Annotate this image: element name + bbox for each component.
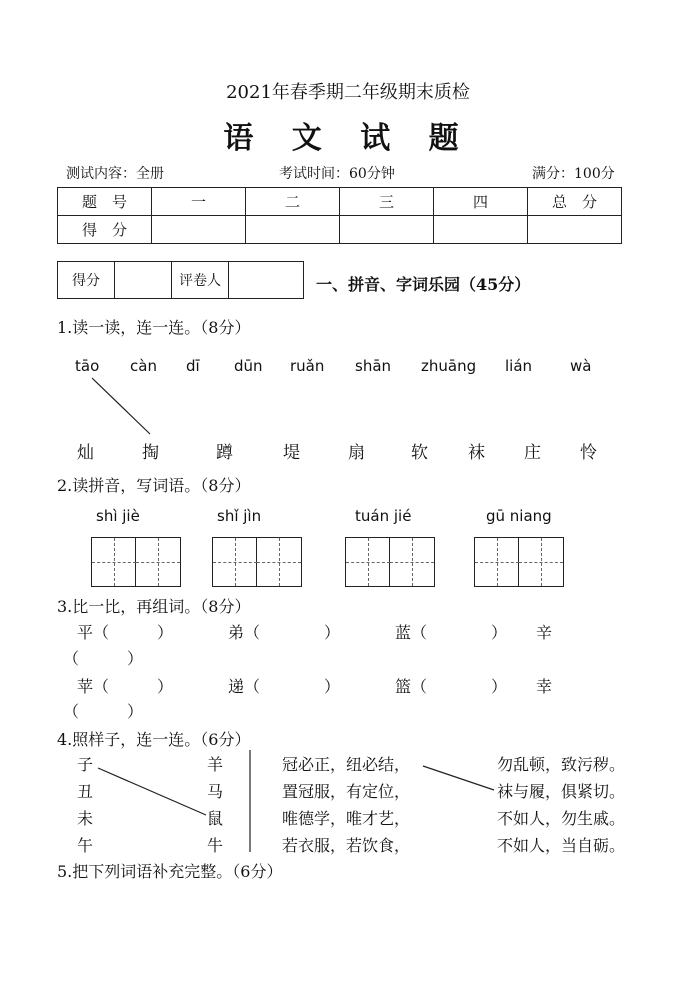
q4-example-line-right — [423, 766, 494, 790]
q1-pinyin: dūn — [234, 357, 263, 375]
q3-item: 递（ ） — [228, 677, 341, 696]
grader-score-label: 得分 — [58, 262, 115, 299]
q1-pinyin: càn — [130, 357, 157, 375]
test-time: 考试时间：60分钟 — [279, 166, 395, 182]
q2-pinyin: shǐ jìn — [217, 507, 262, 525]
q4-phrase-a: 冠必正，纽必结， — [282, 755, 411, 774]
q1-pinyin: shān — [355, 357, 392, 375]
q2-prompt: 2.读拼音，写词语。（8分） — [57, 476, 251, 495]
q2-pinyin: gū niang — [486, 507, 552, 525]
q1-pinyin: dī — [186, 357, 200, 375]
q3-item-continued: （ ） — [63, 649, 144, 668]
q1-pinyin: lián — [505, 357, 533, 375]
q4-branch: 丑 — [77, 782, 94, 801]
section-1-title: 一、拼音、字词乐园（45分） — [316, 275, 531, 294]
q4-phrase-b: 勿乱顿，致污秽。 — [497, 755, 626, 774]
q4-phrase-a: 唯德学，唯才艺， — [282, 809, 411, 828]
q4-animal: 羊 — [207, 755, 224, 774]
q1-char: 扇 — [348, 443, 365, 463]
q4-animal: 马 — [207, 782, 224, 801]
score-header-cell: 总 分 — [528, 188, 622, 216]
q5-prompt: 5.把下列词语补充完整。（6分） — [57, 862, 283, 881]
score-row-label: 得 分 — [58, 216, 152, 244]
q4-animal: 牛 — [207, 836, 224, 855]
q3-item: 蓝（ ） — [395, 623, 508, 642]
q3-item: 苹（ ） — [77, 677, 174, 696]
q4-branch: 午 — [77, 836, 94, 855]
q4-prompt: 4.照样子，连一连。（6分） — [57, 730, 251, 749]
q3-item: 弟（ ） — [228, 623, 341, 642]
q4-branch: 子 — [77, 755, 94, 774]
q1-char: 灿 — [77, 443, 94, 463]
q2-pinyin: shì jiè — [96, 507, 140, 525]
test-content: 测试内容：全册 — [66, 166, 164, 182]
score-header-cell: 一 — [152, 188, 246, 216]
q4-branch: 未 — [77, 809, 94, 828]
q4-animal: 鼠 — [207, 809, 224, 828]
q2-pinyin: tuán jié — [355, 507, 412, 525]
q4-phrase-b: 不如人，当自砺。 — [497, 836, 626, 855]
q3-prompt: 3.比一比，再组词。（8分） — [57, 597, 251, 616]
q1-pinyin: ruǎn — [290, 357, 325, 375]
q3-item: 辛 — [536, 623, 553, 642]
q1-example-line — [92, 378, 150, 434]
subject-title: 语 文 试 题 — [223, 121, 473, 156]
q1-pinyin: wà — [570, 357, 592, 375]
q3-item: 平（ ） — [77, 623, 174, 642]
q3-item-continued: （ ） — [63, 702, 144, 721]
score-header-cell: 题 号 — [58, 188, 152, 216]
score-header-cell: 三 — [340, 188, 434, 216]
score-header-cell: 四 — [434, 188, 528, 216]
q1-prompt: 1.读一读，连一连。（8分） — [57, 318, 251, 337]
exam-title: 2021年春季期二年级期末质检 — [226, 82, 470, 103]
q1-char: 庄 — [524, 443, 541, 463]
q1-char: 堤 — [283, 443, 300, 463]
q1-pinyin: tāo — [75, 357, 100, 375]
q4-phrase-b: 不如人，勿生戚。 — [497, 809, 626, 828]
q4-phrase-b: 袜与履，俱紧切。 — [497, 782, 626, 801]
full-marks: 满分：100分 — [532, 166, 615, 182]
q4-phrase-a: 若衣服，若饮食， — [282, 836, 411, 855]
score-header-cell: 二 — [246, 188, 340, 216]
q1-pinyin: zhuāng — [421, 357, 477, 375]
q1-char: 袜 — [468, 443, 485, 463]
q1-char: 蹲 — [216, 443, 233, 463]
q4-phrase-a: 置冠服，有定位， — [282, 782, 411, 801]
q1-char: 软 — [411, 443, 428, 463]
q3-item: 幸 — [536, 677, 553, 696]
q1-char: 怜 — [580, 443, 597, 463]
q3-item: 篮（ ） — [395, 677, 508, 696]
grader-name-label: 评卷人 — [172, 262, 229, 299]
q1-char: 掏 — [142, 443, 159, 463]
q4-example-line-left — [98, 768, 206, 815]
